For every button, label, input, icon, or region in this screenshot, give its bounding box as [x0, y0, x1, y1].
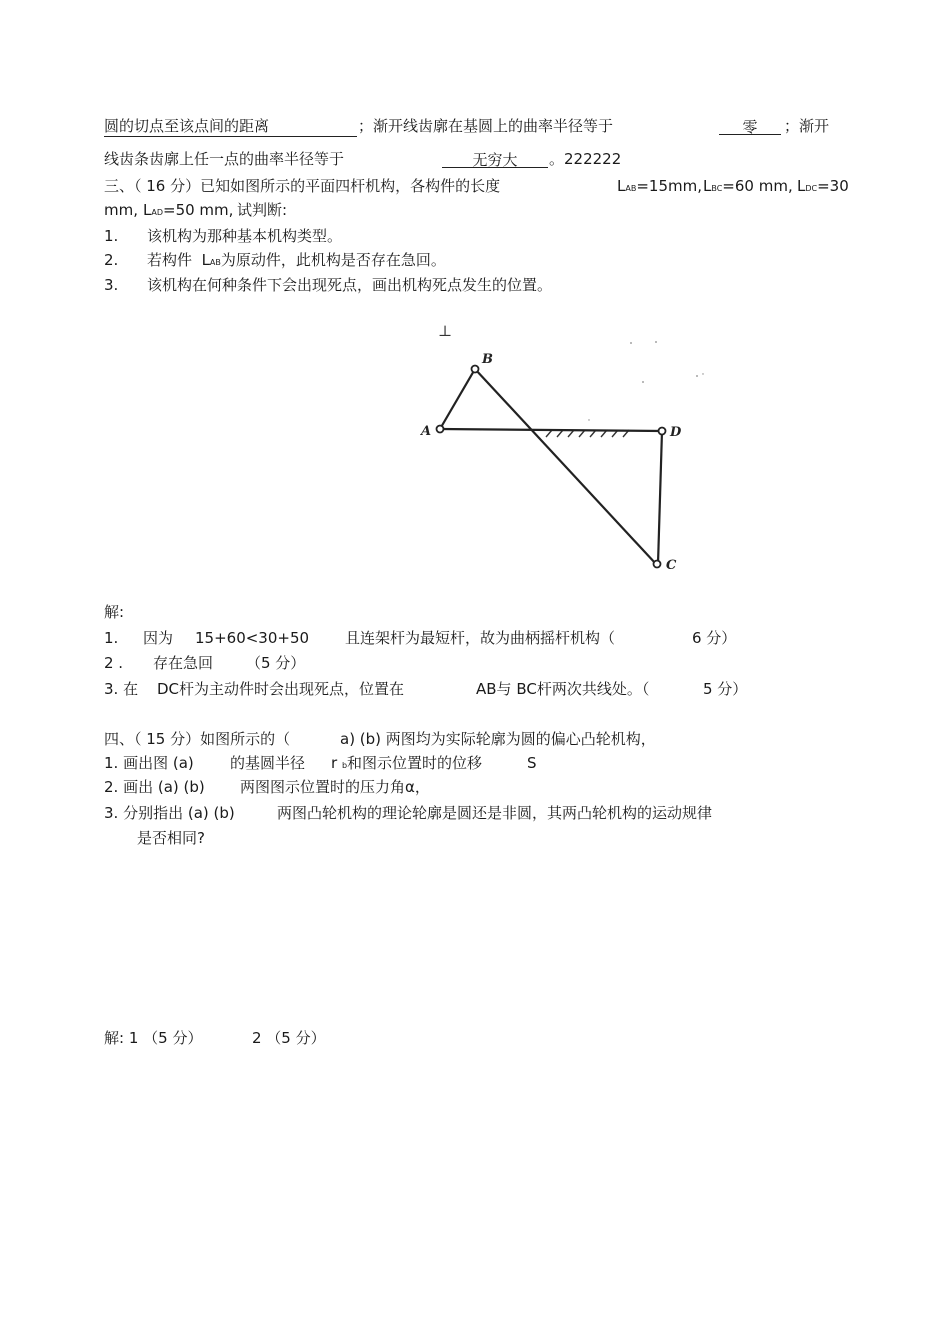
- q4-item2-a: 2. 画出 (a) (b): [104, 778, 205, 796]
- fill-line1-text-c: ；渐开: [784, 117, 830, 135]
- q3-item2-text: 若构件 LAB为原动件，此机构是否存在急回。: [147, 251, 446, 269]
- figure-mark: ⊥: [438, 322, 453, 340]
- q3-heading: 三、（ 16 分）已知如图所示的平面四杆机构，各构件的长度: [104, 177, 501, 195]
- ans3-a1-text-a: 因为: [143, 629, 174, 647]
- q4-item1-c: r b和图示位置时的位移: [331, 754, 483, 772]
- ans3-a1-inequality: 15+60<30+50: [195, 629, 310, 647]
- ans3-a3-text-b: DC杆为主动件时会出现死点，位置在: [157, 680, 405, 698]
- link-dc-rocker: [658, 431, 662, 564]
- fill-line2-text-b: 。222222: [549, 150, 622, 168]
- ans3-a3-num: 3. 在: [104, 680, 139, 698]
- q4-item3-c: 是否相同?: [137, 829, 205, 847]
- ans3-a2-score: （5 分）: [246, 654, 306, 672]
- q4-heading-a: 四、（ 15 分）如图所示的（: [104, 730, 291, 748]
- q4-item1-d: S: [527, 754, 537, 772]
- q4-item3-a: 3. 分别指出 (a) (b): [104, 804, 235, 822]
- q4-item3-b: 两图凸轮机构的理论轮廓是圆还是非圆，其两凸轮机构的运动规律: [277, 804, 713, 822]
- q3-unit-mm: mm,: [104, 201, 138, 219]
- q3-length-bc: LBC=60 mm,: [703, 177, 793, 195]
- q3-length-dc: LDC=30: [797, 177, 849, 195]
- scan-speckles: [588, 341, 703, 421]
- fill-line1-text-b: ；渐开线齿廓在基圆上的曲率半径等于: [358, 117, 614, 135]
- q3-item3-text: 该机构在何种条件下会出现死点，画出机构死点发生的位置。: [147, 276, 553, 294]
- link-bc-coupler: [475, 369, 656, 564]
- ans3-a1-score: 6 分）: [692, 629, 737, 647]
- q3-item1-num: 1.: [104, 227, 119, 245]
- fill-line1-answer: 零: [719, 116, 781, 135]
- fill-line2-answer: 无穷大: [442, 149, 548, 168]
- joint-b: [472, 366, 479, 373]
- label-b: B: [482, 352, 493, 367]
- q3-item2-num: 2.: [104, 251, 119, 269]
- q3-item1-text: 该机构为那种基本机构类型。: [147, 227, 343, 245]
- ans4-b: 2 （5 分）: [252, 1029, 326, 1047]
- fill-line2-text-a: 线齿条齿廓上任一点的曲率半径等于: [104, 150, 345, 168]
- joint-d: [659, 428, 666, 435]
- ans3-a1-text-c: 且连架杆为最短杆，故为曲柄摇杆机构（: [345, 629, 616, 647]
- fill-line1-text-a: 圆的切点至该点间的距离: [104, 116, 357, 137]
- ans3-a2-text: 存在急回: [153, 654, 214, 672]
- ans4-a: 解: 1 （5 分）: [104, 1029, 203, 1047]
- q4-item2-b: 两图图示位置时的压力角α，: [240, 778, 430, 796]
- q4-item1-b: 的基圆半径: [230, 754, 306, 772]
- label-d: D: [670, 425, 682, 440]
- ans3-a3-score: 5 分）: [703, 680, 748, 698]
- q3-item3-num: 3.: [104, 276, 119, 294]
- link-ab-crank: [440, 369, 475, 429]
- label-a: A: [421, 424, 432, 439]
- label-c: C: [666, 558, 677, 573]
- q4-item1-a: 1. 画出图 (a): [104, 754, 194, 772]
- q3-judge-prompt: 试判断:: [237, 201, 288, 219]
- q3-length-ad: LAD=50 mm,: [143, 201, 234, 219]
- joint-c: [654, 561, 661, 568]
- ans3-a3-text-c: AB与 BC杆两次共线处。（: [476, 680, 650, 698]
- ans3-a1-num: 1.: [104, 629, 119, 647]
- q4-heading-b: a) (b) 两图均为实际轮廓为圆的偏心凸轮机构，: [340, 730, 656, 748]
- ans3-a2-num: 2 .: [104, 654, 124, 672]
- ans3-title: 解:: [104, 603, 125, 621]
- joint-a: [437, 426, 444, 433]
- q3-length-ab: LAB=15mm,: [617, 177, 702, 195]
- link-ad-frame: [440, 429, 662, 431]
